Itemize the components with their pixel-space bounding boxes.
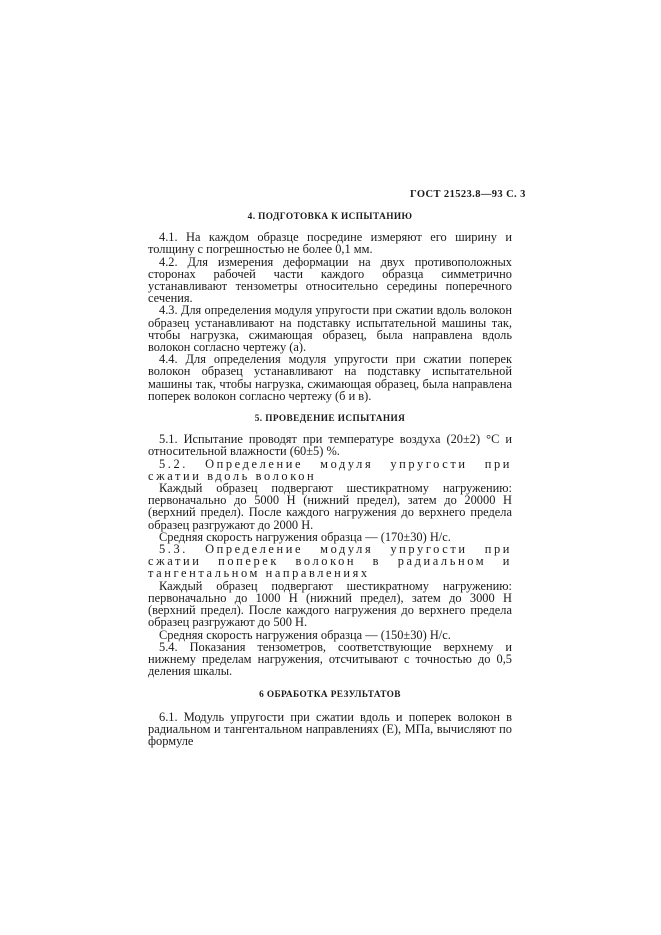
paragraph-4-3: 4.3. Для определения модуля упругости при сжатии вдоль волокон образец устанавливают на подставку испытательной машины так, чтобы нагрузка, сжимающая образец, была направлена вдоль волокон согласно чертежу (а). [148,303,512,355]
section-6-title: 6 ОБРАБОТКА РЕЗУЛЬТАТОВ [259,690,401,701]
paragraph-5-2-speed: Средняя скорость нагружения образца — (170±30) Н/с. [159,529,451,544]
paragraph-5-3-heading: 5.3. Определение модуля упругости при сжатии поперек волокон в радиальном и тангентальном направлениях [148,542,512,581]
page-header: ГОСТ 21523.8—93 С. 3 [410,189,526,200]
paragraph-4-4: 4.4. Для определения модуля упругости при сжатии поперек волокон образец устанавливают на подставку испытательной машины так, чтобы нагрузка, сжимающая образец, была направлена поперек волокон согласно чертежу (б и в). [148,352,512,403]
paragraph-5-3-speed: Средняя скорость нагружения образца — (150±30) Н/с. [159,627,451,642]
section-4-title: 4. ПОДГОТОВКА К ИСПЫТАНИЮ [247,212,413,222]
document-body [148,211,512,747]
section-5-title: 5. ПРОВЕДЕНИЕ ИСПЫТАНИЯ [254,414,406,425]
paragraph-5-3-text: Каждый образец подвергают шестикратному нагружению: первоначально до 1000 Н (нижний предел), затем до 3000 Н (верхний предел). После каждого нагружения до верхнего предела образец разгружают до 500 Н. [148,578,512,630]
paragraph-4-2: 4.2. Для измерения деформации на двух противоположных сторонах рабочей части каждого образца симметрично устанавливают тензометры относительно середины поперечного сечения. [148,254,512,306]
paragraph-5-1: 5.1. Испытание проводят при температуре воздуха (20±2) °С и относительной влажности (60±5) %. [148,432,512,459]
paragraph-5-2-text: Каждый образец подвергают шестикратному нагружению: первоначально до 5000 Н (нижний предел), затем до 20000 Н (верхний предел). После каждого нагружения до верхнего предела образец разгружают до 2000 Н. [148,481,512,532]
paragraph-5-4: 5.4. Показания тензометров, соответствующие верхнему и нижнему пределам нагружения, отсчитывают с точностью до 0,5 деления шкалы. [148,639,512,679]
paragraph-6-1: 6.1. Модуль упругости при сжатии вдоль и поперек волокон в радиальном и тангентальном направлениях (E), МПа, вычисляют по формуле [148,709,512,748]
paragraph-5-2-heading: 5.2. Определение модуля упругости при сжатии вдоль волокон [148,456,512,483]
paragraph-4-1: 4.1. На каждом образце посредине измеряют его ширину и толщину с погрешностью не более 0,1 мм. [148,230,512,257]
